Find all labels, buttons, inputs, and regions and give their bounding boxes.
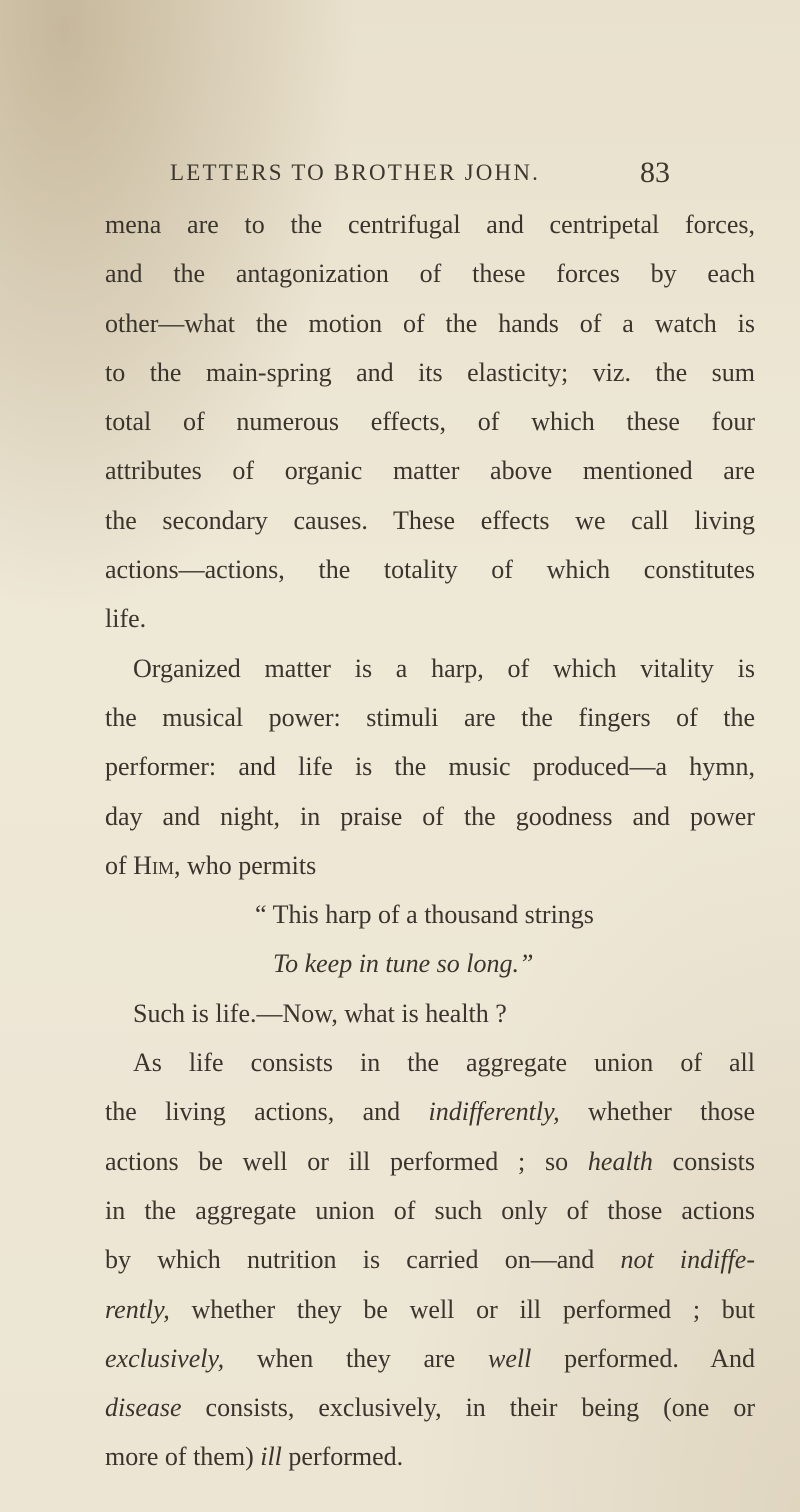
quotation-line: To keep in tune so long.”: [273, 949, 534, 979]
page-header: [170, 156, 670, 200]
text-segment-italic: rently,: [105, 1294, 170, 1324]
text-segment-italic: exclusively,: [105, 1343, 225, 1373]
text-line: and the antagonization of these forces by each: [105, 259, 755, 289]
text-line: other—what the motion of the hands of a watch is: [105, 308, 755, 338]
text-segment: performed. And: [531, 1343, 755, 1373]
text-line: attributes of organic matter above mentioned are: [105, 456, 755, 486]
text-segment-italic: disease: [105, 1393, 182, 1423]
text-segment-small-caps: Him: [133, 850, 174, 880]
text-segment-italic: well: [488, 1343, 532, 1373]
text-line: As life consists in the aggregate union of all: [133, 1048, 755, 1078]
text-segment: the living actions, and: [105, 1097, 429, 1127]
text-line: [105, 1383, 755, 1432]
text-line: the secondary causes. These effects we call living: [105, 505, 755, 535]
text-segment-italic: indifferently,: [428, 1097, 560, 1127]
text-line: to the main-spring and its elasticity; viz. the sum: [105, 357, 755, 387]
text-segment: when they are: [224, 1343, 488, 1373]
text-segment: of: [105, 850, 134, 880]
text-line: the musical power: stimuli are the fingers of the: [105, 702, 755, 732]
text-line: [105, 1137, 755, 1186]
text-segment: whether they be well or ill performed ; but: [169, 1294, 755, 1324]
text-segment: more of them): [105, 1442, 261, 1472]
text-segment: consists, exclusively, in their being (one or: [181, 1393, 755, 1423]
text-segment: performed.: [281, 1442, 404, 1472]
text-segment-italic: not indiffe-: [620, 1245, 755, 1275]
text-line: total of numerous effects, of which these four: [105, 407, 755, 437]
text-line: actions—actions, the totality of which constitutes: [105, 555, 755, 585]
text-segment: by which nutrition is carried on—and: [105, 1245, 621, 1275]
text-line: [105, 1432, 755, 1481]
text-line: [105, 1235, 755, 1284]
text-line: in the aggregate union of such only of those actions: [105, 1195, 755, 1225]
text-line: mena are to the centrifugal and centripetal forces,: [105, 210, 755, 239]
text-line: [105, 841, 755, 890]
text-line: Organized matter is a harp, of which vitality is: [133, 653, 755, 683]
text-line: performer: and life is the music produced—a hymn,: [105, 752, 755, 782]
text-segment: whether those: [559, 1097, 755, 1127]
text-segment-italic: health: [587, 1146, 653, 1176]
page-number: 83: [640, 156, 670, 189]
text-line: [105, 1285, 755, 1334]
text-segment: consists: [652, 1146, 755, 1176]
text-segment: , who permits: [173, 850, 317, 880]
text-line: life.: [105, 604, 147, 634]
text-line: day and night, in praise of the goodness and power: [105, 801, 755, 831]
text-line: [105, 1334, 755, 1383]
text-segment: actions be well or ill performed ; so: [105, 1146, 588, 1176]
text-segment-italic: ill: [260, 1442, 282, 1472]
running-head: LETTERS TO BROTHER JOHN.: [170, 160, 541, 185]
text-line: [105, 1087, 755, 1136]
quotation-line: “ This harp of a thousand strings: [255, 900, 594, 930]
body-text: [105, 200, 755, 1482]
text-line: Such is life.—Now, what is health ?: [133, 998, 507, 1028]
